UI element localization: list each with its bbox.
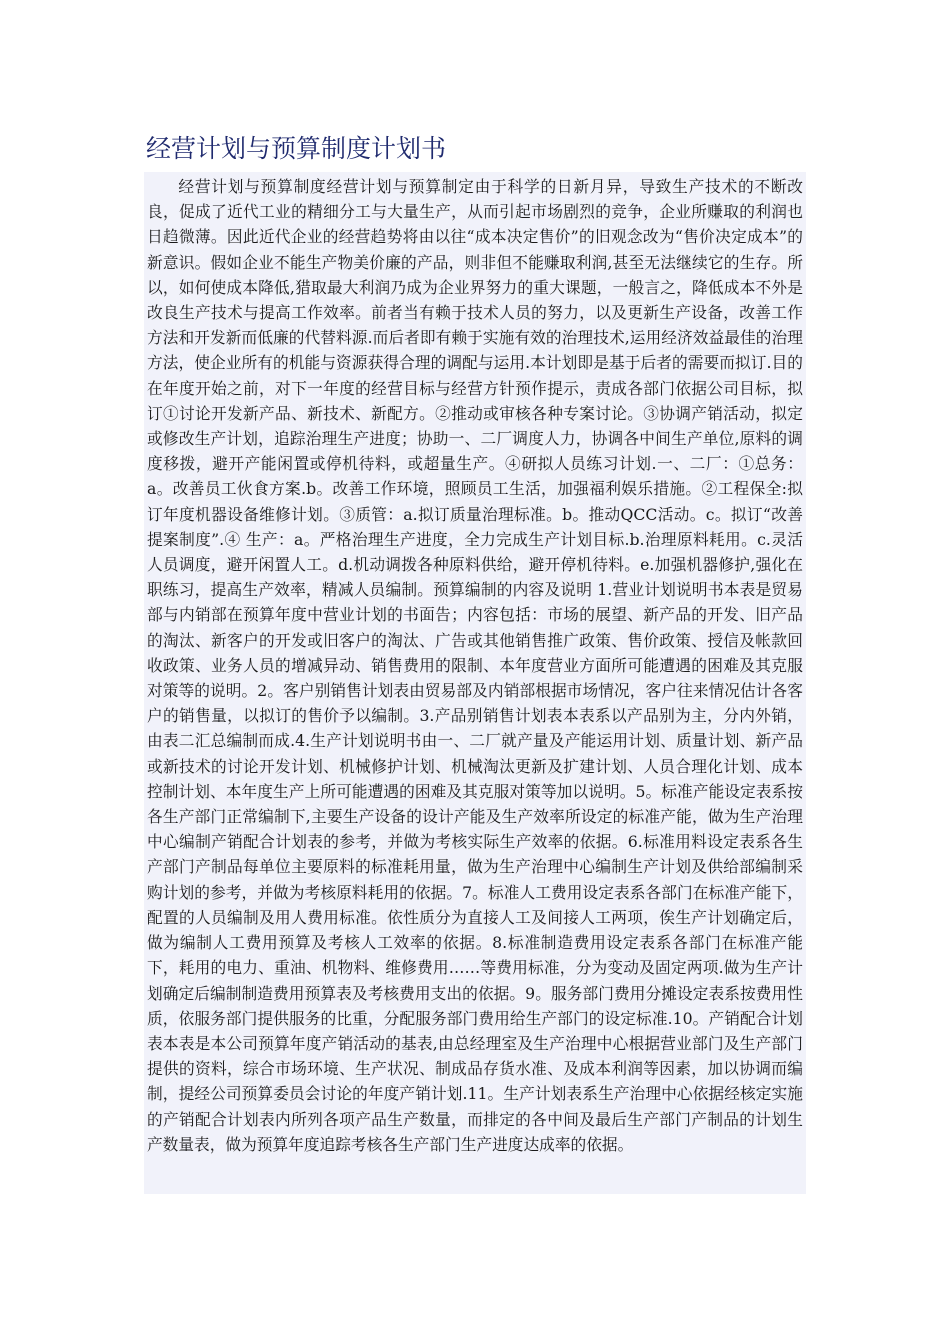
- body-paragraph: 经营计划与预算制度经营计划与预算制定由于科学的日新月异，导致生产技术的不断改良，促成了近代工业的精细分工与大量生产，从而引起市场剧烈的竞争，企业所赚取的利润也日趋微薄。因此近代企业的经营趋势将由以往“成本决定售价”的旧观念改为“售价决定成本”的新意识。假如企业不能生产物美价廉的产品，则非但不能赚取利润,甚至无法继续它的生存。所以，如何使成本降低,猎取最大利润乃成为企业界努力的重大课题，一般言之，降低成本不外是改良生产技术与提高工作效率。前者当有赖于技术人员的努力，以及更新生产设备，改善工作方法和开发新而低廉的代替料源.而后者即有赖于实施有效的治理技术,运用经济效益最佳的治理方法，使企业所有的机能与资源获得合理的调配与运用.本计划即是基于后者的需要而拟订.目的在年度开始之前，对下一年度的经营目标与经营方针预作提示，责成各部门依据公司目标，拟订①讨论开发新产品、新技术、新配方。②推动或审核各种专案讨论。③协调产销活动，拟定或修改生产计划，追踪治理生产进度；协助一、二厂调度人力，协调各中间生产单位,原料的调度移拨，避开产能闲置或停机待料，或超量生产。④研拟人员练习计划.一、二厂：①总务：a。改善员工伙食方案.b。改善工作环境，照顾员工生活，加强福利娱乐措施。②工程保全:拟订年度机器设备维修计划。③质管：a.拟订质量治理标准。b。推动QCC活动。c。拟订“改善提案制度”.④ 生产：a。严格治理生产进度，全力完成生产计划目标.b.治理原料耗用。c.灵活人员调度，避开闲置人工。d.机动调拨各种原料供给，避开停机待料。e.加强机器修护,强化在职练习，提高生产效率，精减人员编制。预算编制的内容及说明 1.营业计划说明书本表是贸易部与内销部在预算年度中营业计划的书面告；内容包括：市场的展望、新产品的开发、旧产品的淘汰、新客户的开发或旧客户的淘汰、广告或其他销售推广政策、售价政策、授信及帐款回收政策、业务人员的增减异动、销售费用的限制、本年度营业方面所可能遭遇的困难及其克服对策等的说明。2。客户别销售计划表由贸易部及内销部根据市场情况，客户往来情况估计各客户的销售量，以拟订的售价予以编制。3.产品别销售计划表本表系以产品别为主，分内外销，由表二汇总编制而成.4.生产计划说明书由一、二厂就产量及产能运用计划、质量计划、新产品或新技术的讨论开发计划、机械修护计划、机械淘汰更新及扩建计划、人员合理化计划、成本控制计划、本年度生产上所可能遭遇的困难及其克服对策等加以说明。5。标准产能设定表系按各生产部门正常编制下,主要生产设备的设计产能及生产效率所设定的标准产能，做为生产治理中心编制产销配合计划表的参考，并做为考核实际生产效率的依据。6.标准用料设定表系各生产部门产制品每单位主要原料的标准耗用量，做为生产治理中心编制生产计划及供给部编制采购计划的参考，并做为考核原料耗用的依据。7。标准人工费用设定表系各部门在标准产能下，配置的人员编制及用人费用标准。依性质分为直接人工及间接人工两项，俟生产计划确定后，做为编制人工费用预算及考核人工效率的依据。8.标准制造费用设定表系各部门在标准产能下，耗用的电力、重油、机物料、维修费用……等费用标准，分为变动及固定两项.做为生产计划确定后编制制造费用预算表及考核费用支出的依据。9。服务部门费用分摊设定表系按费用性质，依服务部门提供服务的比重，分配服务部门费用给生产部门的设定标准.10。产销配合计划表本表是本公司预算年度产销活动的基表,由总经理室及生产治理中心根据营业部门及生产部门提供的资料，综合市场环境、生产状况、制成品存货水准、及成本利润等因素，加以协调而编制，提经公司预算委员会讨论的年度产销计划.11。生产计划表系生产治理中心依据经核定实施的产销配合计划表内所列各项产品生产数量，而排定的各中间及最后生产部门产制品的计划生产数量表，做为预算年度追踪考核各生产部门生产进度达成率的依据。: [147, 177, 803, 1154]
- document-title: 经营计划与预算制度计划书: [146, 134, 447, 163]
- document-body: [144, 172, 806, 1194]
